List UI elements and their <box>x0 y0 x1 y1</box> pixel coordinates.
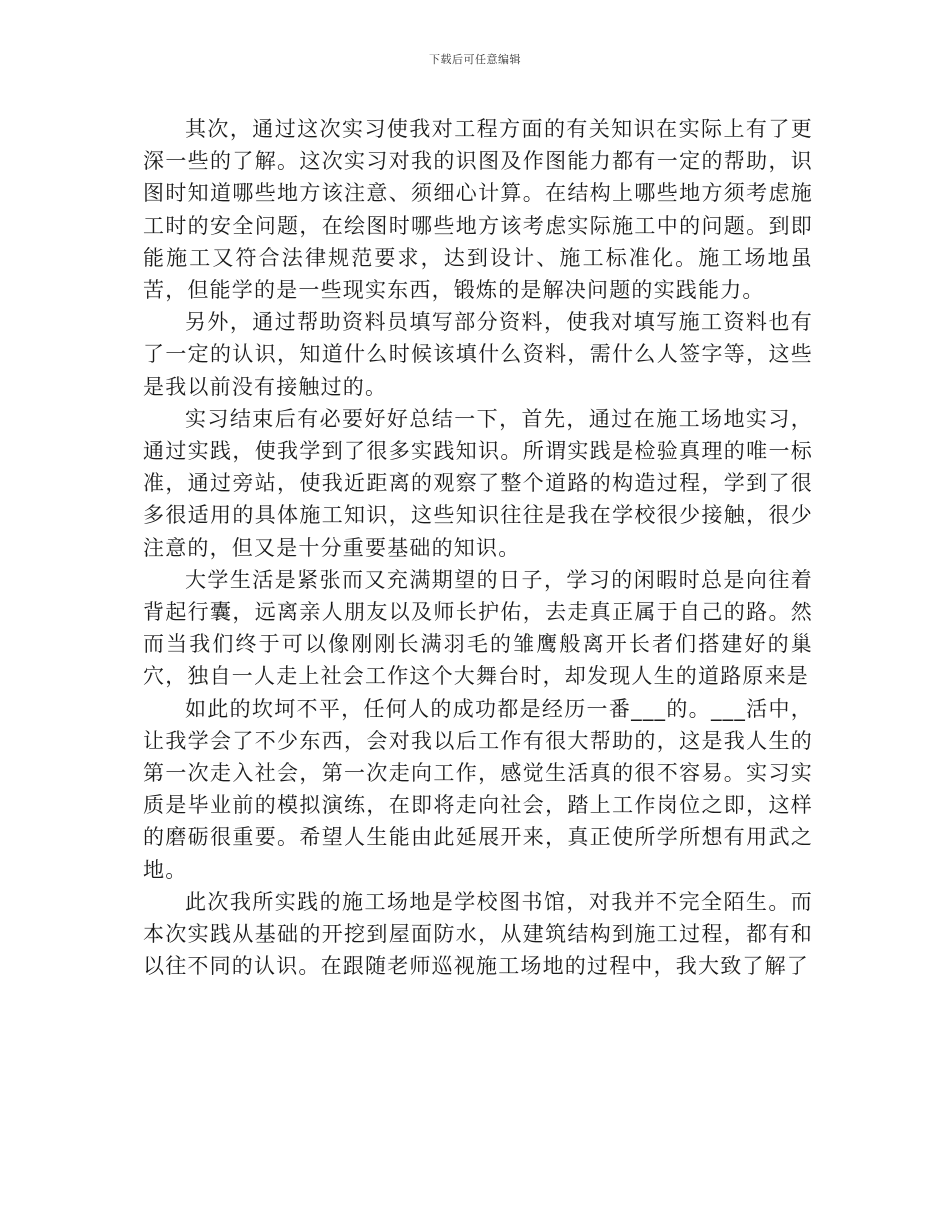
paragraph-1: 其次，通过这次实习使我对工程方面的有关知识在实际上有了更深一些的了解。这次实习对我的识图及作图能力都有一定的帮助，识图时知道哪些地方该注意、须细心计算。在结构上哪些地方须考虑施工时的安全问题，在绘图时哪些地方该考虑实际施工中的问题。到即能施工又符合法律规范要求，达到设计、施工标准化。施工场地虽苦，但能学的是一些现实东西，锻炼的是解决问题的实践能力。 <box>143 117 813 303</box>
paragraph-6: 此次我所实践的施工场地是学校图书馆，对我并不完全陌生。而本次实践从基础的开挖到屋面防水，从建筑结构到施工过程，都有和以往不同的认识。在跟随老师巡视施工场地的过程中，我大致了解了 <box>143 889 813 979</box>
page-header: 下载后可任意编辑 <box>429 53 521 66</box>
paragraph-4: 大学生活是紧张而又充满期望的日子，学习的闲暇时总是向往着背起行囊，远离亲人朋友以及师长护佑，去走真正属于自己的路。然而当我们终于可以像刚刚长满羽毛的雏鹰般离开长者们搭建好的巢穴，独自一人走上社会工作这个大舞台时，却发现人生的道路原来是 <box>143 567 813 689</box>
document-body <box>143 113 813 982</box>
paragraph-5: 如此的坎坷不平，任何人的成功都是经历一番___的。___活中，让我学会了不少东西，会对我以后工作有很大帮助的，这是我人生的第一次走入社会，第一次走向工作，感觉生活真的很不容易。实习实质是毕业前的模拟演练，在即将走向社会，踏上工作岗位之即，这样的磨砺很重要。希望人生能由此延展开来，真正使所学所想有用武之地。 <box>143 696 813 882</box>
paragraph-2: 另外，通过帮助资料员填写部分资料，使我对填写施工资料也有了一定的认识，知道什么时候该填什么资料，需什么人签字等，这些是我以前没有接触过的。 <box>143 310 813 399</box>
paragraph-3: 实习结束后有必要好好总结一下，首先，通过在施工场地实习，通过实践，使我学到了很多实践知识。所谓实践是检验真理的唯一标准，通过旁站，使我近距离的观察了整个道路的构造过程，学到了很多很适用的具体施工知识，这些知识往往是我在学校很少接触，很少注意的，但又是十分重要基础的知识。 <box>143 406 813 560</box>
